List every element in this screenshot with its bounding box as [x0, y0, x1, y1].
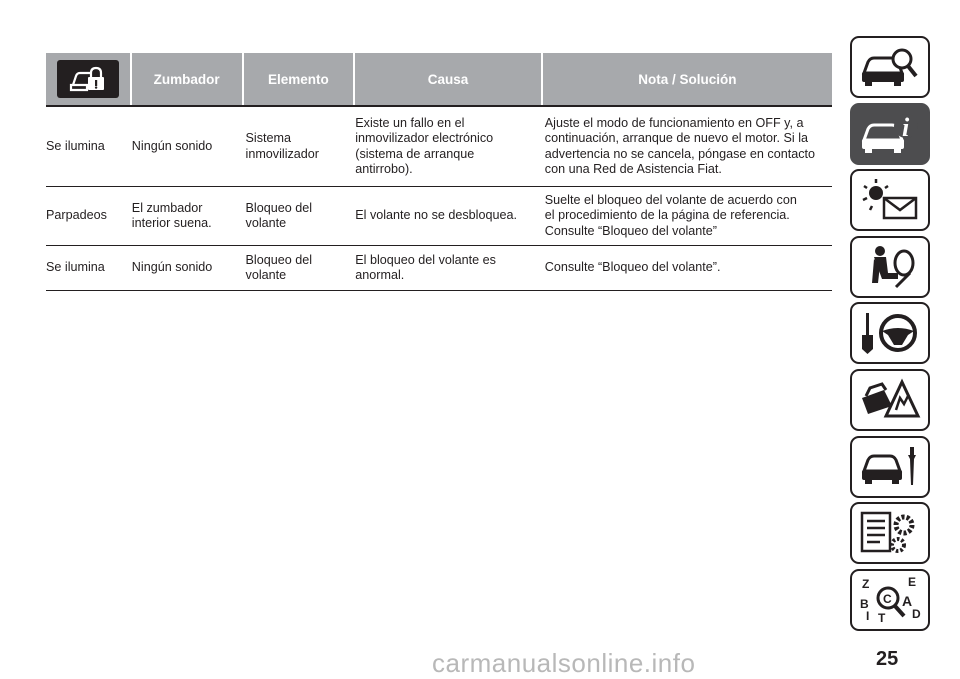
cell-buzzer: Ningún sonido	[131, 260, 213, 275]
header-zumbador: Zumbador	[132, 53, 242, 105]
cell-state: Parpadeos	[46, 208, 107, 223]
svg-text:i: i	[902, 112, 910, 142]
svg-text:I: I	[866, 608, 870, 623]
cell-note: Suelte el bloqueo del volante de acuerdo con el procedimiento de la página de referencia. Consulte “Bloqueo del volante”	[544, 192, 797, 238]
cell-cause: Existe un fallo en el inmovilizador electrónico (sistema de arranque antirrobo).	[355, 115, 494, 176]
car-info-icon	[858, 110, 922, 158]
svg-text:C: C	[883, 591, 892, 606]
svg-text:D: D	[912, 606, 921, 621]
tab-warning-lights[interactable]	[850, 103, 930, 165]
immobilizer-warning-icon	[57, 60, 119, 98]
svg-text:E: E	[908, 575, 917, 589]
seat-airbag-icon	[858, 243, 922, 291]
svg-text:B: B	[860, 596, 869, 611]
header-elemento: Elemento	[244, 53, 354, 105]
svg-text:Z: Z	[862, 576, 870, 591]
svg-text:T: T	[878, 610, 886, 624]
tab-starting-driving[interactable]	[850, 302, 930, 364]
header-icon-cell	[46, 53, 130, 105]
cell-element: Bloqueo del volante	[245, 200, 313, 230]
key-steering-wheel-icon	[858, 309, 922, 357]
svg-text:A: A	[902, 592, 913, 609]
car-search-icon	[858, 43, 922, 91]
tab-emergency[interactable]	[850, 369, 930, 431]
warning-table	[46, 53, 832, 291]
list-gears-icon	[858, 509, 922, 557]
table-row	[46, 187, 832, 246]
cell-state: Se ilumina	[46, 260, 105, 275]
tab-index[interactable]	[850, 569, 930, 631]
header-nota-solucion: Nota / Solución	[543, 53, 832, 105]
table-row	[46, 107, 832, 187]
chapter-tabs	[850, 36, 932, 635]
tab-safety[interactable]	[850, 236, 930, 298]
tab-dashboard[interactable]	[850, 36, 930, 98]
cell-cause: El volante no se desbloquea.	[355, 208, 517, 223]
tab-lights-messages[interactable]	[850, 169, 930, 231]
cell-note: Consulte “Bloqueo del volante”.	[544, 260, 721, 275]
tab-technical-data[interactable]	[850, 502, 930, 564]
alphabet-index-search-icon	[858, 576, 922, 624]
tab-maintenance[interactable]	[850, 436, 930, 498]
warning-light-mail-icon	[858, 176, 922, 224]
cell-element: Sistema inmovilizador	[245, 131, 320, 161]
cell-note: Ajuste el modo de funcionamiento en OFF y, a continuación, arranque de nuevo el motor. Si la advertencia no se cancela, póngase en contacto con una Red de Asistencia Fiat.	[544, 115, 816, 176]
car-wrench-icon	[858, 443, 922, 491]
table-row	[46, 246, 832, 291]
watermark: carmanualsonline.info	[432, 648, 696, 678]
page-number: 25	[876, 648, 899, 670]
cell-buzzer: El zumbador interior suena.	[131, 200, 212, 230]
cell-state: Se ilumina	[46, 138, 105, 153]
cell-element: Bloqueo del volante	[245, 252, 313, 282]
car-crash-warning-icon	[858, 376, 922, 424]
cell-buzzer: Ningún sonido	[131, 138, 213, 153]
table-header	[46, 53, 832, 107]
header-causa: Causa	[355, 53, 541, 105]
cell-cause: El bloqueo del volante es anormal.	[355, 252, 496, 282]
